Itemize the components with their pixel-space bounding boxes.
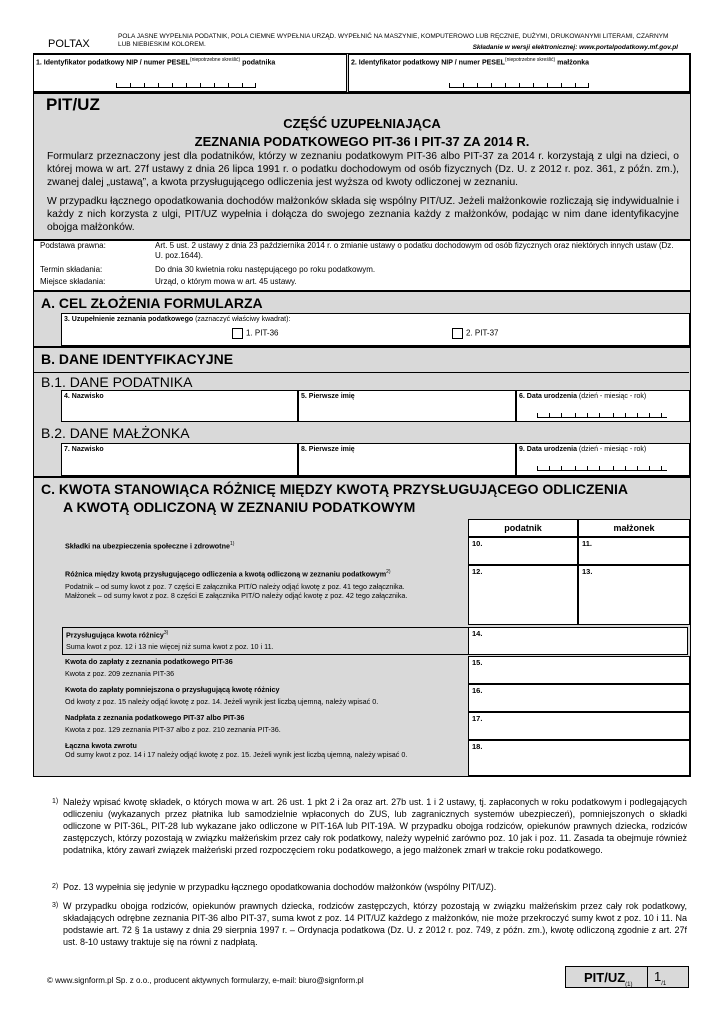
footnote-ref-1: 1) [229, 541, 235, 547]
field-15[interactable] [468, 656, 690, 684]
pit37-label: 2. PIT-37 [466, 328, 499, 338]
spouse-nip-suffix: małżonka [557, 59, 590, 67]
footer-form-code-cell [565, 966, 648, 988]
spouse-nip-field[interactable] [348, 54, 690, 92]
field-14[interactable] [468, 627, 688, 655]
option-pit37[interactable] [452, 328, 498, 339]
filing-deadline-label: Termin składania: [40, 265, 103, 274]
form-type-hint: (zaznaczyć właściwy kwadrat): [195, 316, 291, 323]
copyright-notice: © www.signform.pl Sp. z o.o., producent aktywnych formularzy, e-mail: biuro@signform.pl [47, 976, 364, 985]
field-16[interactable] [468, 684, 690, 712]
row-contributions-label [62, 537, 470, 565]
taxpayer-nip-ticks [116, 81, 256, 88]
section-b-title: B. DANE IDENTYFIKACYJNE [41, 351, 234, 367]
form-type-label: 3. Uzupełnienie zeznania podatkowego [64, 316, 194, 323]
field-18-num: 18. [472, 742, 483, 751]
field-12-num: 12. [472, 567, 483, 576]
field-14-num: 14. [472, 629, 483, 638]
pit37-checkbox[interactable] [452, 328, 463, 339]
pit36-checkbox[interactable] [232, 328, 243, 339]
spouse-nip-note: (niepotrzebne skreślić) [504, 57, 556, 63]
field-11[interactable] [578, 537, 690, 565]
row-entitled-diff-text: Przysługująca kwota różnicy [66, 630, 164, 640]
footer-form-version: (1) [625, 982, 633, 989]
row-pit36-due-note: Kwota z poz. 209 zeznania PIT-36 [65, 669, 175, 678]
row-reduced-due-label [62, 684, 470, 712]
spouse-firstname-field[interactable] [298, 443, 516, 476]
electronic-filing-note: Składanie w wersji elektronicznej: www.portalpodatkowy.mf.gov.pl [472, 44, 678, 51]
section-c-title-1: C. KWOTA STANOWIĄCA RÓŻNICĘ MIĘDZY KWOTĄ PRZYSŁUGUJĄCEGO ODLICZENIA [41, 481, 628, 497]
footnote-2-text: Poz. 13 wypełnia się jedynie w przypadku łącznego opodatkowania dochodów małżonków (wspólny PIT/UZ). [63, 882, 497, 892]
footer-page: 1 [654, 969, 662, 984]
legal-basis-label: Podstawa prawna: [40, 241, 106, 250]
option-pit36[interactable] [232, 328, 278, 339]
footer-page-number [654, 968, 666, 987]
footnote-ref-2: 2) [386, 569, 391, 575]
taxpayer-nip-suffix: podatnika [242, 59, 276, 67]
field-13[interactable] [578, 565, 690, 625]
filing-deadline-text: Do dnia 30 kwietnia roku następującego po roku podatkowym. [155, 265, 376, 274]
row-entitled-diff-note: Suma kwot z poz. 12 i 13 nie więcej niż suma kwot z poz. 10 i 11. [66, 642, 274, 652]
spouse-surname-label: 7. Nazwisko [64, 446, 104, 453]
section-b2-title: B.2. DANE MAŁŻONKA [41, 425, 190, 441]
column-header-spouse: małżonek [578, 519, 690, 537]
form-type-field [61, 313, 690, 346]
section-c-title-2: A KWOTĄ ODLICZONĄ W ZEZNANIU PODATKOWYM [63, 499, 416, 515]
taxpayer-birthdate-hint: (dzień - miesiąc - rok) [578, 393, 647, 400]
footer-form-code: PIT/UZ [584, 970, 626, 985]
row-reduced-due-note: Od kwoty z poz. 15 należy odjąć kwotę z poz. 14. Jeżeli wynik jest liczbą ujemną, należy wpisać 0. [65, 697, 379, 706]
footnote-3-text: W przypadku obojga rodziców, opiekunów prawnych dziecka, rodziców zastępczych, którzy pozostają w związku małżeńskim przez cały rok podatkowy, składających odrębne zeznania PIT-36 albo PIT-37, suma kwot z poz. 14 PIT/UZ każdego z małżonków, nie może przekroczyć sumy kwot z poz. 10 i 11. Na podstawie art. 72 § 1a ustawy z dnia 29 sierpnia 1997 r. – Ordynacja podatkowa (Dz. U. z 2012 r. poz. 749, z późn. zm.), kwotę odliczoną zgodnie z art. 27f ust. 8-10 ustawy traktuje się na równi z nadpłatą. [63, 901, 687, 947]
row-difference-note-1: Podatnik – od sumy kwot z poz. 7 części E załącznika PIT/O należy odjąć kwotę z poz. 41 tego załącznika. [65, 582, 405, 592]
row-overpayment-label [62, 712, 470, 740]
legal-basis-text: Art. 5 ust. 2 ustawy z dnia 23 października 2014 r. o zmianie ustawy o podatku dochodowym od osób fizycznych oraz niektórych innych ustaw (Dz. U. poz.1644). [155, 241, 674, 260]
spouse-birthdate-label: 9. Data urodzenia [519, 446, 577, 453]
form-title-2: ZEZNANIA PODATKOWEGO PIT-36 I PIT-37 ZA 2014 R. [194, 134, 530, 149]
field-17-num: 17. [472, 714, 483, 723]
spouse-nip-ticks [449, 81, 589, 88]
spouse-birthdate-field[interactable] [516, 443, 690, 476]
footnote-ref-3: 3) [163, 630, 169, 636]
field-16-num: 16. [472, 686, 483, 695]
taxpayer-firstname-label: 5. Pierwsze imię [301, 393, 355, 400]
taxpayer-surname-field[interactable] [61, 390, 298, 422]
row-contributions-text: Składki na ubezpieczenia społeczne i zdrowotne [65, 541, 230, 551]
publisher-name: POLTAX [48, 38, 90, 50]
field-13-num: 13. [582, 567, 593, 576]
field-17[interactable] [468, 712, 690, 740]
form-joint-paragraph: W przypadku łącznego opodatkowania dochodów małżonków składa się wspólny PIT/UZ. Jeżeli małżonkowie rozliczają się indywidualnie i każdy z nich korzysta z ulgi, PIT/UZ wypełnia i dołącza do swojego zeznania każdy z małżonków, podając w nim dane identyfikacyjne obojga małżonków. [47, 196, 679, 233]
row-difference-label [62, 565, 470, 625]
taxpayer-nip-note: (niepotrzebne skreślić) [189, 57, 241, 63]
spouse-birthdate-hint: (dzień - miesiąc - rok) [578, 446, 647, 453]
fill-instructions: POLA JASNE WYPEŁNIA PODATNIK, POLA CIEMNE WYPEŁNIA URZĄD. WYPEŁNIĆ NA MASZYNIE, KOMPUTEROWO LUB RĘCZNIE, DUŻYMI, DRUKOWANYMI LITERAMI, CZARNYM LUB NIEBIESKIM KOLOREM. [118, 33, 669, 48]
section-b1-title: B.1. DANE PODATNIKA [33, 372, 689, 390]
filing-place-label: Miejsce składania: [40, 277, 106, 286]
row-overpayment-note: Kwota z poz. 129 zeznania PIT-37 albo z poz. 210 zeznania PIT-36. [65, 725, 281, 734]
row-pit36-due-label [62, 656, 470, 684]
taxpayer-nip-field[interactable] [33, 54, 347, 92]
field-10[interactable] [468, 537, 578, 565]
spouse-birthdate-ticks [537, 464, 667, 471]
field-18[interactable] [468, 740, 690, 776]
taxpayer-surname-label: 4. Nazwisko [64, 393, 104, 400]
row-total-refund-label [62, 740, 470, 776]
field-12[interactable] [468, 565, 578, 625]
row-total-refund-text: Łączna kwota zwrotu [65, 741, 137, 750]
row-reduced-due-text: Kwota do zapłaty pomniejszona o przysługującą kwotę różnicy [65, 685, 280, 694]
taxpayer-birthdate-field[interactable] [516, 390, 690, 422]
footnote-1-text: Należy wpisać kwotę składek, o których mowa w art. 26 ust. 1 pkt 2 i 2a oraz art. 27b ust. 1 i 2 ustawy, tj. zapłaconych w roku podatkowym i podlegających odliczeniu (wykazanych przez płatnika lub samodzielnie wpłaconych do ZUS, lub zagranicznych systemów ubezpieczeń), pomniejszonych o składki odliczone w PIT-36L, PIT-28 lub wykazane jako odliczone w PIT-16A lub PIT-19A. W przypadku obojga rodziców, opiekunów prawnych dziecka, rodziców zastępczych, którzy pozostają w związku małżeńskim przez cały rok podatkowy, należy wypełnić zarówno poz. 10 jak i poz. 11. Zasada ta obejmuje również podatnika, który zawarł związek małżeński przed rozpoczęciem roku podatkowego, a jego małżonek zmarł w trakcie roku podatkowego. [63, 797, 687, 855]
footer-pages: /1 [661, 981, 667, 988]
spouse-surname-field[interactable] [61, 443, 298, 476]
spouse-firstname-label: 8. Pierwsze imię [301, 446, 355, 453]
form-code: PIT/UZ [46, 95, 100, 114]
row-entitled-diff-label [62, 627, 470, 655]
row-difference-text: Różnica między kwotą przysługującego odliczenia a kwotą odliczoną w zeznaniu podatkowym [65, 569, 387, 579]
column-header-taxpayer: podatnik [468, 519, 578, 537]
section-a-title: A. CEL ZŁOŻENIA FORMULARZA [41, 295, 263, 311]
taxpayer-nip-label: 1. Identyfikator podatkowy NIP / numer PESEL [36, 59, 190, 67]
taxpayer-birthdate-label: 6. Data urodzenia [519, 393, 577, 400]
spouse-nip-label: 2. Identyfikator podatkowy NIP / numer PESEL [351, 59, 505, 67]
field-11-num: 11. [582, 539, 593, 548]
footnote-1-marker: 1) [52, 798, 59, 805]
footnote-2-marker: 2) [52, 883, 59, 890]
row-pit36-due-text: Kwota do zapłaty z zeznania podatkowego PIT-36 [65, 657, 233, 666]
row-difference-note-2: Małżonek – od sumy kwot z poz. 8 części E załącznika PIT/O należy odjąć kwotę z poz. 42 tego załącznika. [65, 591, 408, 601]
pit36-label: 1. PIT-36 [246, 328, 279, 338]
row-total-refund-note: Od sumy kwot z poz. 14 i 17 należy odjąć kwotę z poz. 15. Jeżeli wynik jest liczbą ujemną, należy wpisać 0. [65, 750, 408, 759]
footnote-3-marker: 3) [52, 902, 59, 909]
field-10-num: 10. [472, 539, 483, 548]
field-15-num: 15. [472, 658, 483, 667]
form-title-1: CZĘŚĆ UZUPEŁNIAJĄCA [283, 116, 441, 131]
taxpayer-birthdate-ticks [537, 411, 667, 418]
form-intro-paragraph: Formularz przeznaczony jest dla podatników, którzy w zeznaniu podatkowym PIT-36 albo PIT-37 za 2014 r. korzystają z ulgi na dzieci, o której mowa w art. 27f ustawy z dnia 26 lipca 1991 r. o podatku dochodowym od osób fizycznych (Dz. U. z 2012 r. poz. 361, z późn. zm.), zwanej dalej „ustawą”, a kwota przysługującego odliczenia jest wyższa od kwoty odliczonej w zeznaniu. [47, 151, 679, 188]
taxpayer-firstname-field[interactable] [298, 390, 516, 422]
row-overpayment-text: Nadpłata z zeznania podatkowego PIT-37 albo PIT-36 [65, 713, 245, 722]
filing-place-text: Urząd, o którym mowa w art. 45 ustawy. [155, 277, 297, 286]
